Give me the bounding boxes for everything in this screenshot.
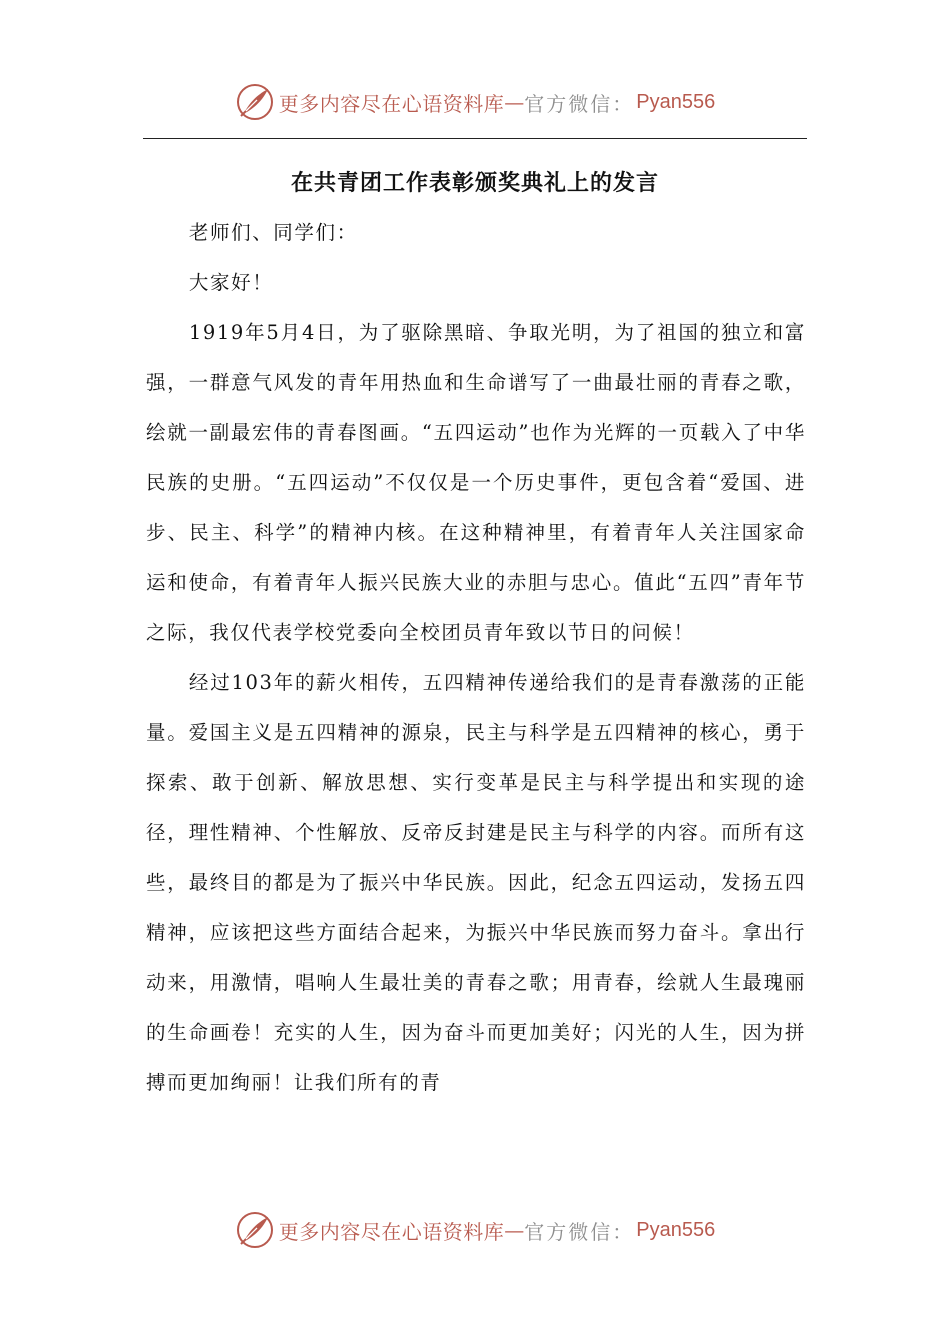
header-banner-wechat-id: Pyan556 xyxy=(636,90,716,113)
header-divider xyxy=(143,138,807,139)
footer-banner-title: 更多内容尽在心语资料库 xyxy=(278,1219,505,1244)
page-footer xyxy=(0,1208,950,1252)
header-banner-separator: — xyxy=(504,90,525,114)
header-banner-wechat-label: 官方微信： xyxy=(524,91,635,116)
body-paragraph: 1919年5月4日，为了驱除黑暗、争取光明，为了祖国的独立和富强，一群意气风发的青年用热血和生命谱写了一曲最壮丽的青春之歌，绘就一副最宏伟的青春图画。“五四运动”也作为光辉的一页载入了中华民族的史册。“五四运动”不仅仅是一个历史事件，更包含着“爱国、进步、民主、科学”的精神内核。在这种精神里，有着青年人关注国家命运和使命，有着青年人振兴民族大业的赤胆与忠心。值此“五四”青年节之际，我仅代表学校党委向全校团员青年致以节日的问候！ xyxy=(146,321,806,644)
page-header xyxy=(0,80,950,124)
greeting: 大家好！ xyxy=(188,271,274,294)
footer-banner-separator: — xyxy=(504,1218,525,1242)
feather-pen-logo-icon xyxy=(235,1210,275,1250)
footer-banner-wechat-id: Pyan556 xyxy=(636,1218,716,1241)
footer-banner-wechat-label: 官方微信： xyxy=(524,1219,635,1244)
document-title: 在共青团工作表彰颁奖典礼上的发言 xyxy=(290,171,659,196)
salutation: 老师们、同学们： xyxy=(188,221,358,244)
feather-pen-logo-icon xyxy=(235,82,275,122)
document-body xyxy=(146,208,806,1108)
footer-banner xyxy=(235,1210,715,1250)
header-banner-title: 更多内容尽在心语资料库 xyxy=(278,91,505,116)
body-paragraph: 经过103年的薪火相传，五四精神传递给我们的是青春激荡的正能量。爱国主义是五四精神的源泉，民主与科学是五四精神的核心，勇于探索、敢于创新、解放思想、实行变革是民主与科学提出和实现的途径，理性精神、个性解放、反帝反封建是民主与科学的内容。而所有这些，最终目的都是为了振兴中华民族。因此，纪念五四运动，发扬五四精神，应该把这些方面结合起来，为振兴中华民族而努力奋斗。拿出行动来，用激情，唱响人生最壮美的青春之歌；用青春，绘就人生最瑰丽的生命画卷！充实的人生，因为奋斗而更加美好；闪光的人生，因为拼搏而更加绚丽！让我们所有的青 xyxy=(146,671,806,1094)
header-banner xyxy=(235,82,715,122)
